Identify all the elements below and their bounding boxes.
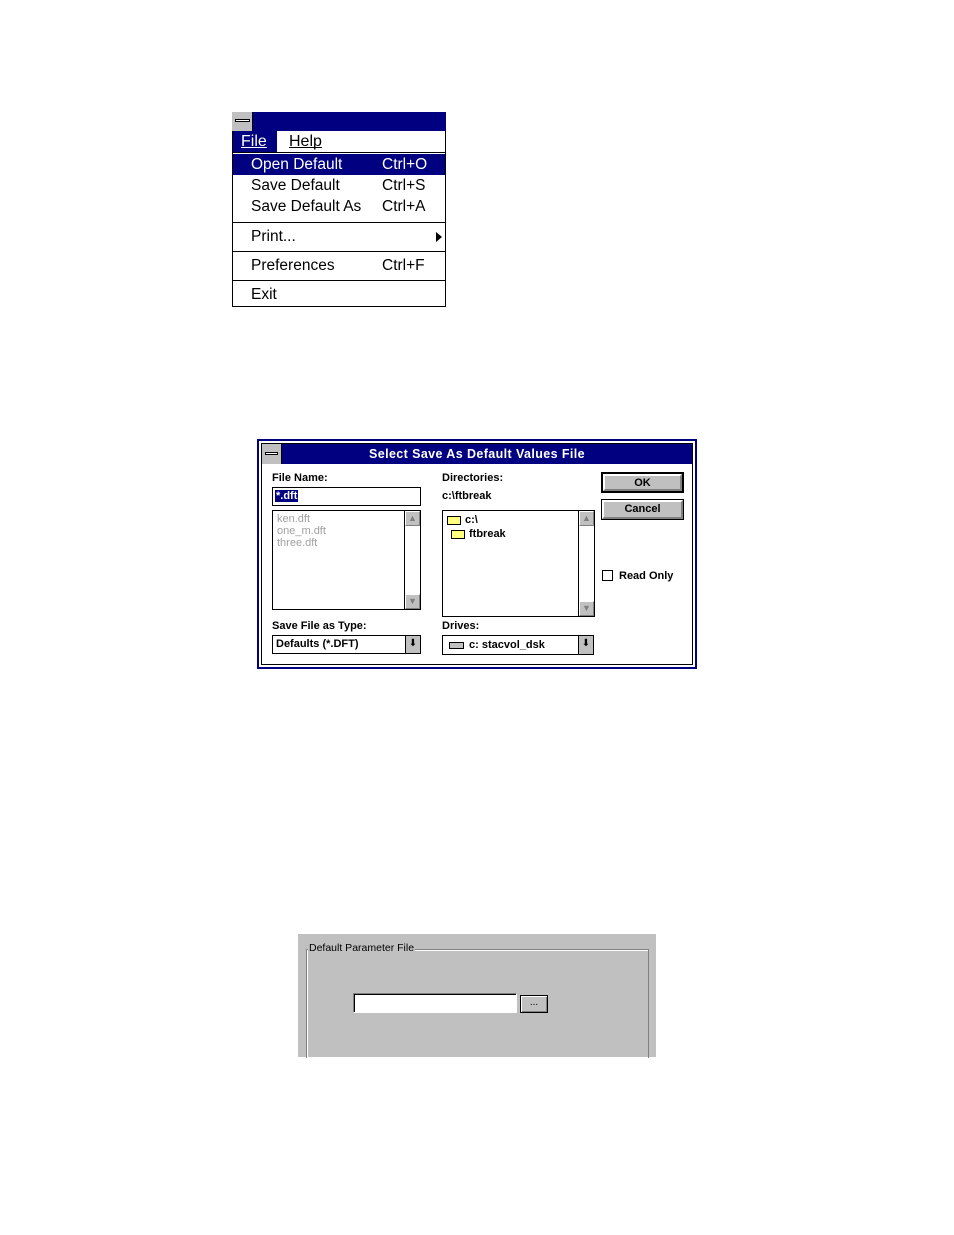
ok-button[interactable]	[601, 472, 684, 493]
dir-item-label: ftbreak	[469, 528, 506, 540]
ok-button-label: OK	[634, 477, 651, 489]
drives-label: Drives:	[442, 620, 480, 632]
menu-separator	[233, 251, 445, 252]
system-menu-icon	[235, 119, 250, 122]
title-bar	[232, 112, 446, 131]
list-item[interactable]: ken.dft	[277, 513, 311, 525]
read-only-label: Read Only	[619, 570, 674, 582]
file-name-value: *.dft	[276, 490, 298, 502]
menu-file-label: File	[241, 133, 267, 150]
cancel-button-label: Cancel	[624, 503, 661, 515]
menu-item-exit[interactable]	[233, 284, 445, 305]
save-type-select[interactable]	[272, 635, 421, 654]
list-item[interactable]: one_m.dft	[277, 525, 326, 537]
file-list-scrollbar[interactable]	[404, 511, 420, 609]
system-menu-button[interactable]	[232, 112, 253, 131]
drive-icon	[449, 642, 464, 649]
file-name-label: File Name:	[272, 472, 328, 484]
menu-item-save-default[interactable]	[233, 175, 445, 196]
system-menu-icon	[265, 452, 278, 455]
submenu-arrow-icon	[436, 232, 442, 242]
menu-file[interactable]	[233, 131, 277, 152]
browse-button[interactable]	[520, 995, 548, 1013]
file-name-input[interactable]	[272, 487, 421, 506]
dropdown-arrow-icon[interactable]: ⬇	[405, 636, 420, 653]
menu-item-save-default-as[interactable]	[233, 196, 445, 217]
group-label: Default Parameter File	[309, 942, 415, 954]
read-only-checkbox[interactable]	[602, 570, 613, 581]
open-folder-icon	[451, 530, 465, 539]
browse-button-label: ...	[529, 997, 539, 1008]
dialog-system-menu-button[interactable]	[262, 444, 282, 464]
menu-item-open-default[interactable]	[233, 154, 445, 175]
open-folder-icon	[447, 516, 461, 525]
menu-separator	[233, 280, 445, 281]
menu-separator	[233, 222, 445, 223]
save-type-label: Save File as Type:	[272, 620, 367, 632]
dir-item-label: c:\	[465, 514, 478, 526]
drive-value: c: stacvol_dsk	[469, 639, 545, 651]
menu-item-shortcut: Ctrl+F	[382, 257, 425, 274]
menu-help-label: Help	[289, 133, 322, 150]
current-directory: c:\ftbreak	[442, 490, 492, 502]
menu-item-shortcut: Ctrl+O	[382, 156, 428, 173]
file-menu-dropdown	[232, 152, 446, 307]
save-as-dialog	[257, 439, 697, 669]
directory-tree[interactable]	[442, 510, 595, 617]
menu-item-label: Save Default As	[251, 198, 362, 215]
file-list[interactable]	[272, 510, 421, 610]
menu-item-shortcut: Ctrl+S	[382, 177, 426, 194]
directories-label: Directories:	[442, 472, 504, 484]
scroll-down-icon[interactable]: ▼	[405, 594, 420, 609]
scroll-up-icon[interactable]: ▲	[579, 511, 594, 526]
dropdown-arrow-icon[interactable]: ⬇	[578, 636, 593, 654]
menu-item-preferences[interactable]	[233, 255, 445, 276]
drives-select[interactable]	[442, 635, 594, 655]
dir-item-root[interactable]	[447, 514, 478, 526]
save-type-value: Defaults (*.DFT)	[276, 638, 359, 650]
menu-item-label: Exit	[251, 286, 277, 303]
menu-help[interactable]	[281, 131, 330, 152]
dialog-title: Select Save As Default Values File	[262, 444, 692, 464]
menu-item-label: Open Default	[251, 156, 343, 173]
cancel-button[interactable]	[601, 499, 684, 520]
menu-item-label: Preferences	[251, 257, 335, 274]
parameter-panel	[298, 934, 656, 1057]
menu-bar	[232, 131, 446, 152]
app-window	[232, 112, 446, 307]
list-item[interactable]: three.dft	[277, 537, 318, 549]
scroll-up-icon[interactable]: ▲	[405, 511, 420, 526]
parameter-file-input[interactable]	[353, 993, 517, 1013]
menu-item-label: Save Default	[251, 177, 340, 194]
scroll-down-icon[interactable]: ▼	[579, 601, 594, 616]
dir-item-ftbreak[interactable]	[451, 528, 506, 540]
dialog-body	[261, 443, 693, 665]
directory-scrollbar[interactable]	[578, 511, 594, 616]
menu-item-print[interactable]	[233, 226, 445, 247]
menu-item-label: Print...	[251, 228, 296, 245]
drive-value-wrap	[449, 639, 545, 651]
menu-item-shortcut: Ctrl+A	[382, 198, 426, 215]
